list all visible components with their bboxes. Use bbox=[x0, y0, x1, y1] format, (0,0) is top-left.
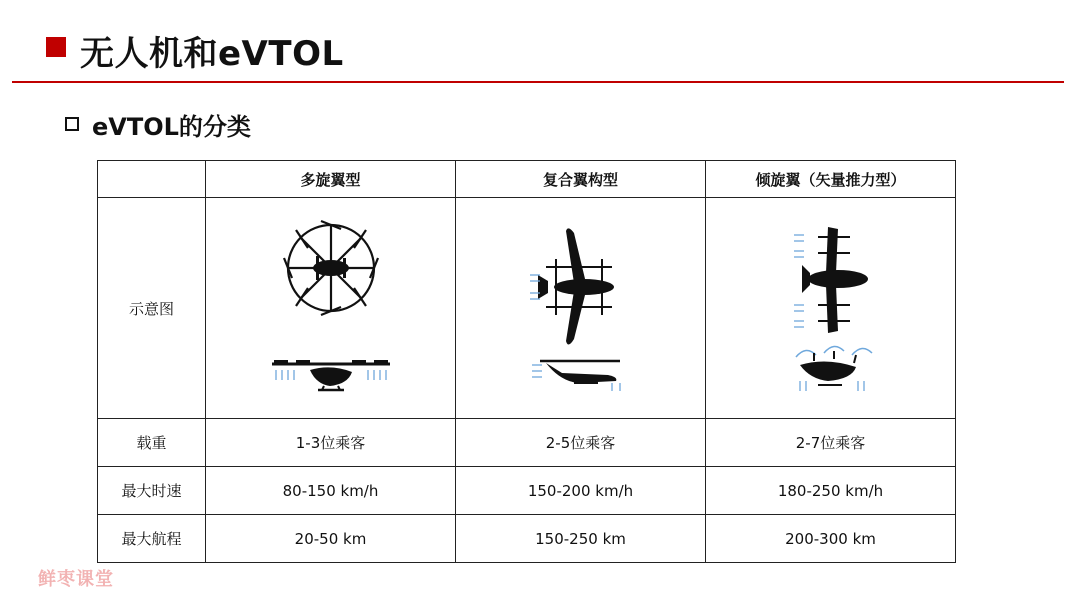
table-header-row bbox=[98, 161, 956, 198]
cell-multirotor-range: 20-50 km bbox=[206, 515, 456, 563]
row-label-max-speed: 最大时速 bbox=[98, 467, 206, 515]
tiltrotor-top-icon bbox=[766, 223, 896, 343]
cell-tiltrotor-payload: 2-7位乘客 bbox=[706, 419, 956, 467]
watermark-text: 鲜枣课堂 bbox=[38, 569, 114, 590]
cell-compound-wing-speed: 150-200 km/h bbox=[456, 467, 706, 515]
row-label-payload: 载重 bbox=[98, 419, 206, 467]
row-label-diagram: 示意图 bbox=[98, 198, 206, 419]
table-row bbox=[98, 515, 956, 563]
title-bullet bbox=[46, 37, 66, 57]
compound-wing-top-icon bbox=[516, 223, 646, 353]
cell-multirotor-payload: 1-3位乘客 bbox=[206, 419, 456, 467]
multirotor-figure-cell bbox=[206, 198, 456, 419]
cell-multirotor-speed: 80-150 km/h bbox=[206, 467, 456, 515]
evtol-classification-table bbox=[97, 160, 956, 563]
title-divider bbox=[12, 81, 1064, 83]
diagram-row bbox=[98, 198, 956, 419]
row-label-max-range: 最大航程 bbox=[98, 515, 206, 563]
table-row bbox=[98, 419, 956, 467]
multirotor-top-icon bbox=[266, 218, 396, 358]
header-corner bbox=[98, 161, 206, 198]
tiltrotor-side-icon bbox=[766, 343, 896, 393]
cell-compound-wing-payload: 2-5位乘客 bbox=[456, 419, 706, 467]
cell-compound-wing-range: 150-250 km bbox=[456, 515, 706, 563]
section-bullet bbox=[65, 117, 79, 131]
header-compound-wing: 复合翼构型 bbox=[456, 161, 706, 198]
compound-wing-figure-cell bbox=[456, 198, 706, 419]
table-row bbox=[98, 467, 956, 515]
header-tiltrotor: 倾旋翼（矢量推力型） bbox=[706, 161, 956, 198]
tiltrotor-figure-cell bbox=[706, 198, 956, 419]
cell-tiltrotor-range: 200-300 km bbox=[706, 515, 956, 563]
page-title: 无人机和eVTOL bbox=[80, 34, 344, 74]
multirotor-side-icon bbox=[266, 358, 396, 398]
section-subtitle: eVTOL的分类 bbox=[92, 113, 251, 141]
header-multirotor: 多旋翼型 bbox=[206, 161, 456, 198]
compound-wing-side-icon bbox=[516, 353, 646, 393]
cell-tiltrotor-speed: 180-250 km/h bbox=[706, 467, 956, 515]
